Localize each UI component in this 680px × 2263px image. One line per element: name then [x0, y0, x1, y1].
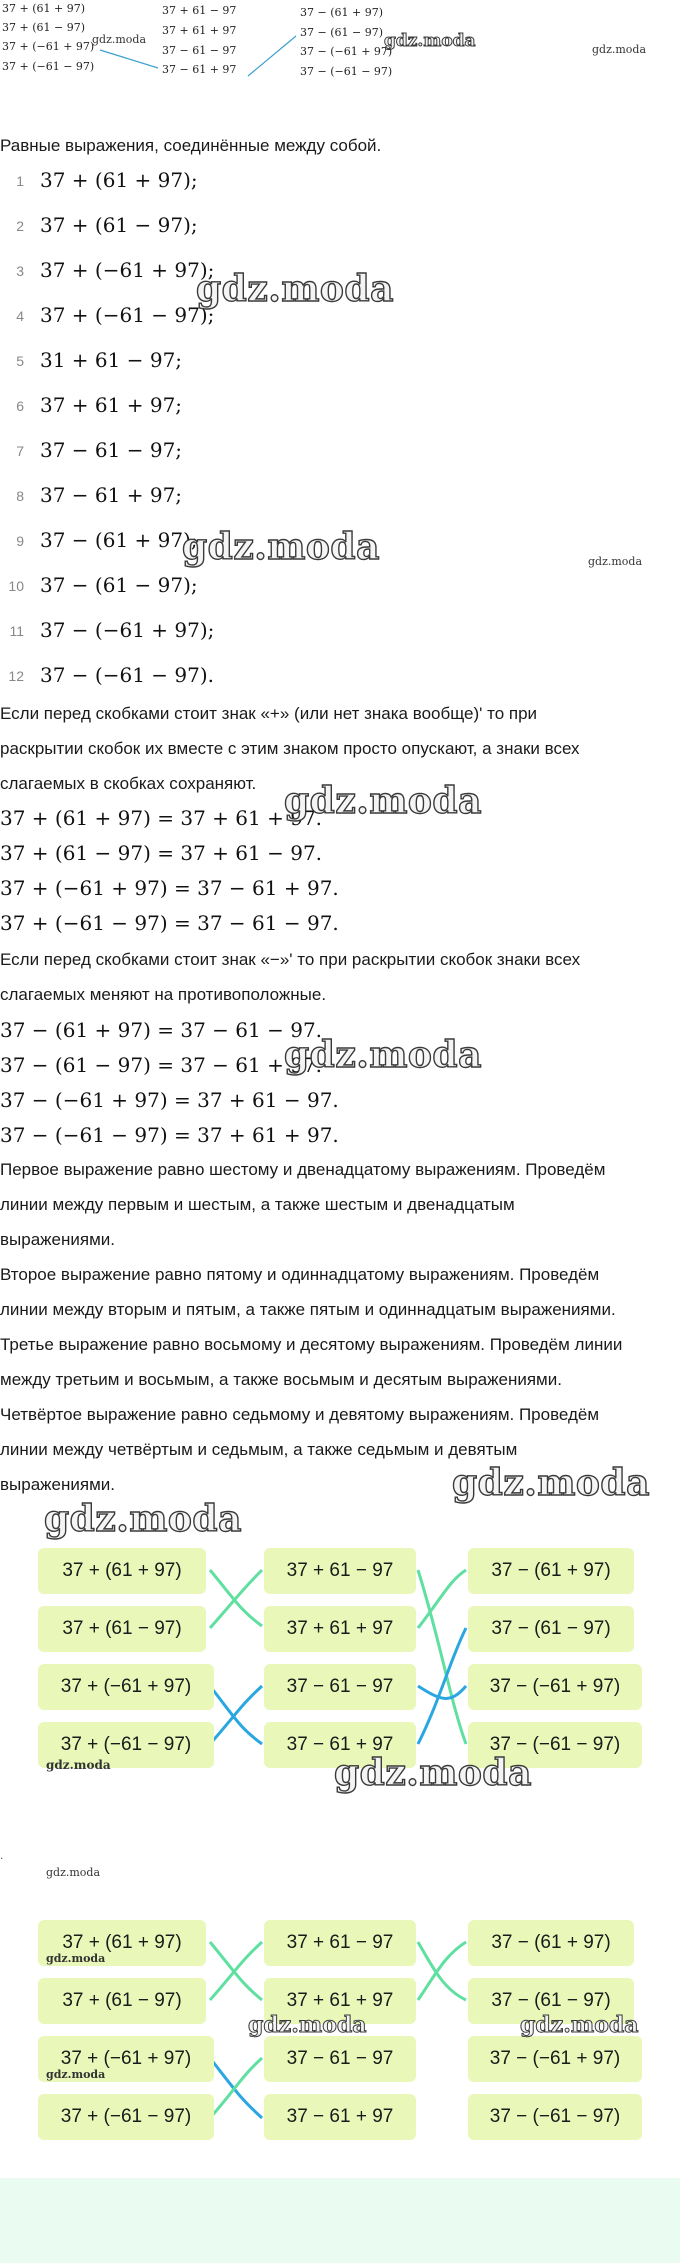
explanation-line: линии между вторым и пятым, а также пятым и одиннадцатым выражениями. — [0, 1300, 616, 1319]
list-number: 1 — [16, 173, 24, 189]
card-right: 37 − (−61 + 97) — [468, 1664, 642, 1710]
strip-expr: 37 + (−61 + 97) — [2, 40, 95, 53]
watermark: gdz.moda — [46, 2068, 106, 2081]
strip-expr: 37 − (61 + 97) — [300, 6, 383, 19]
card-right: 37 − (−61 − 97) — [468, 1722, 642, 1768]
minus-equation: 37 − (61 + 97) = 37 − 61 − 97. — [0, 1018, 323, 1042]
list-expression: 37 + (61 − 97); — [40, 213, 198, 237]
strip-expr: 37 − 61 + 97 — [162, 63, 237, 76]
watermark: gdz.moda — [92, 33, 147, 46]
list-expression: 37 + (61 + 97); — [40, 168, 198, 192]
strip-expr: 37 − 61 − 97 — [162, 44, 237, 57]
stray-mark: . — [0, 1848, 4, 1862]
plus-equation: 37 + (−61 − 97) = 37 − 61 − 97. — [0, 911, 339, 935]
strip-expr: 37 − (61 − 97) — [300, 26, 383, 39]
plus-equation: 37 + (61 − 97) = 37 + 61 − 97. — [0, 841, 323, 865]
list-expression: 37 − 61 + 97; — [40, 483, 183, 507]
minus-equation: 37 − (−61 + 97) = 37 + 61 − 97. — [0, 1088, 339, 1112]
list-expression: 37 − (61 + 97); — [40, 528, 198, 552]
card-middle: 37 + 61 + 97 — [264, 1606, 416, 1652]
minus-equation: 37 − (61 − 97) = 37 − 61 + 97. — [0, 1053, 323, 1077]
watermark: gdz.moda — [284, 780, 482, 822]
watermark: gdz.moda — [334, 1752, 532, 1794]
list-number: 3 — [16, 263, 24, 279]
list-expression: 37 + (−61 − 97); — [40, 303, 215, 327]
list-expression: 37 − (−61 + 97); — [40, 618, 215, 642]
watermark: gdz.moda — [196, 268, 394, 310]
bottom-band — [0, 2178, 680, 2263]
list-expression: 37 − 61 − 97; — [40, 438, 183, 462]
watermark: gdz.moda — [384, 31, 476, 51]
card-right: 37 − (−61 − 97) — [468, 2094, 642, 2140]
card-left: 37 + (61 + 97) — [38, 1548, 206, 1594]
card-middle: 37 − 61 − 97 — [264, 2036, 416, 2082]
list-number: 4 — [16, 308, 24, 324]
watermark: gdz.moda — [588, 555, 643, 568]
explanation-line: Третье выражение равно восьмому и десятому выражениям. Проведём линии — [0, 1335, 623, 1354]
watermark: gdz.moda — [284, 1034, 482, 1076]
list-expression: 31 + 61 − 97; — [40, 348, 183, 372]
list-number: 6 — [16, 398, 24, 414]
rule-minus-line: слагаемых меняют на противоположные. — [0, 985, 327, 1004]
card-middle: 37 + 61 − 97 — [264, 1548, 416, 1594]
list-expression: 37 − (61 − 97); — [40, 573, 198, 597]
list-number: 12 — [8, 668, 24, 684]
card-left: 37 + (−61 + 97) — [38, 2036, 214, 2082]
card-middle: 37 − 61 + 97 — [264, 2094, 416, 2140]
card-left: 37 + (61 + 97) — [38, 1920, 206, 1966]
strip-expr: 37 + (61 − 97) — [2, 21, 85, 34]
watermark: gdz.moda — [44, 1498, 242, 1540]
explanation-line: Первое выражение равно шестому и двенадцатому выражениям. Проведём — [0, 1160, 606, 1179]
strip-expr: 37 + (−61 − 97) — [2, 60, 95, 73]
card-left: 37 + (−61 − 97) — [38, 2094, 214, 2140]
card-middle: 37 − 61 + 97 — [264, 1722, 416, 1768]
explanation-line: линии между первым и шестым, а также шестым и двенадцатым — [0, 1195, 515, 1214]
card-middle: 37 + 61 + 97 — [264, 1978, 416, 2024]
list-expression: 37 + 61 + 97; — [40, 393, 183, 417]
explanation-line: выражениями. — [0, 1230, 115, 1249]
list-number: 7 — [16, 443, 24, 459]
watermark: gdz.moda — [46, 1758, 111, 1772]
card-left: 37 + (−61 + 97) — [38, 1664, 214, 1710]
card-left: 37 + (−61 − 97) — [38, 1722, 214, 1768]
strip-expr: 37 − (−61 − 97) — [300, 65, 393, 78]
list-expression: 37 + (−61 + 97); — [40, 258, 215, 282]
watermark: gdz.moda — [248, 2012, 367, 2038]
strip-expr: 37 − (−61 + 97) — [300, 45, 393, 58]
card-left: 37 + (61 − 97) — [38, 1606, 206, 1652]
watermark: gdz.moda — [46, 1866, 101, 1879]
card-right: 37 − (−61 + 97) — [468, 2036, 642, 2082]
card-middle: 37 + 61 − 97 — [264, 1920, 416, 1966]
strip-expr: 37 + 61 − 97 — [162, 4, 237, 17]
watermark: gdz.moda — [520, 2012, 639, 2038]
strip-expr: 37 + 61 + 97 — [162, 24, 237, 37]
explanation-line: выражениями. — [0, 1475, 115, 1494]
card-right: 37 − (61 − 97) — [468, 1978, 634, 2024]
list-number: 5 — [16, 353, 24, 369]
card-middle: 37 − 61 − 97 — [264, 1664, 416, 1710]
card-left: 37 + (61 − 97) — [38, 1978, 206, 2024]
minus-equation: 37 − (−61 − 97) = 37 + 61 + 97. — [0, 1123, 339, 1147]
rule-plus-line: Если перед скобками стоит знак «+» (или нет знака вообще)' то при — [0, 704, 538, 723]
list-number: 10 — [8, 578, 24, 594]
list-number: 2 — [16, 218, 24, 234]
explanation-line: Четвёртое выражение равно седьмому и девятому выражениям. Проведём — [0, 1405, 600, 1424]
plus-equation: 37 + (61 + 97) = 37 + 61 + 97. — [0, 806, 323, 830]
watermark: gdz.moda — [182, 526, 380, 568]
card-right: 37 − (61 + 97) — [468, 1920, 634, 1966]
rule-plus-line: слагаемых в скобках сохраняют. — [0, 774, 257, 793]
strip-expr: 37 + (61 + 97) — [2, 2, 85, 15]
card-right: 37 − (61 − 97) — [468, 1606, 634, 1652]
plus-equation: 37 + (−61 + 97) = 37 − 61 + 97. — [0, 876, 339, 900]
watermark: gdz.moda — [452, 1462, 650, 1504]
list-number: 8 — [16, 488, 24, 504]
explanation-line: Второе выражение равно пятому и одиннадцатому выражениям. Проведём — [0, 1265, 600, 1284]
card-right: 37 − (61 + 97) — [468, 1548, 634, 1594]
watermark: gdz.moda — [592, 43, 647, 56]
intro-text: Равные выражения, соединённые между собой. — [0, 136, 382, 155]
explanation-line: линии между четвёртым и седьмым, а также седьмым и девятым — [0, 1440, 518, 1459]
list-expression: 37 − (−61 − 97). — [40, 663, 215, 687]
rule-minus-line: Если перед скобками стоит знак «−»' то при раскрытии скобок знаки всех — [0, 950, 581, 969]
explanation-line: между третьим и восьмым, а также восьмым и десятым выражениями. — [0, 1370, 562, 1389]
list-number: 9 — [16, 533, 24, 549]
watermark: gdz.moda — [46, 1952, 106, 1965]
rule-plus-line: раскрытии скобок их вместе с этим знаком просто опускают, а знаки всех — [0, 739, 580, 758]
list-number: 11 — [9, 623, 24, 639]
